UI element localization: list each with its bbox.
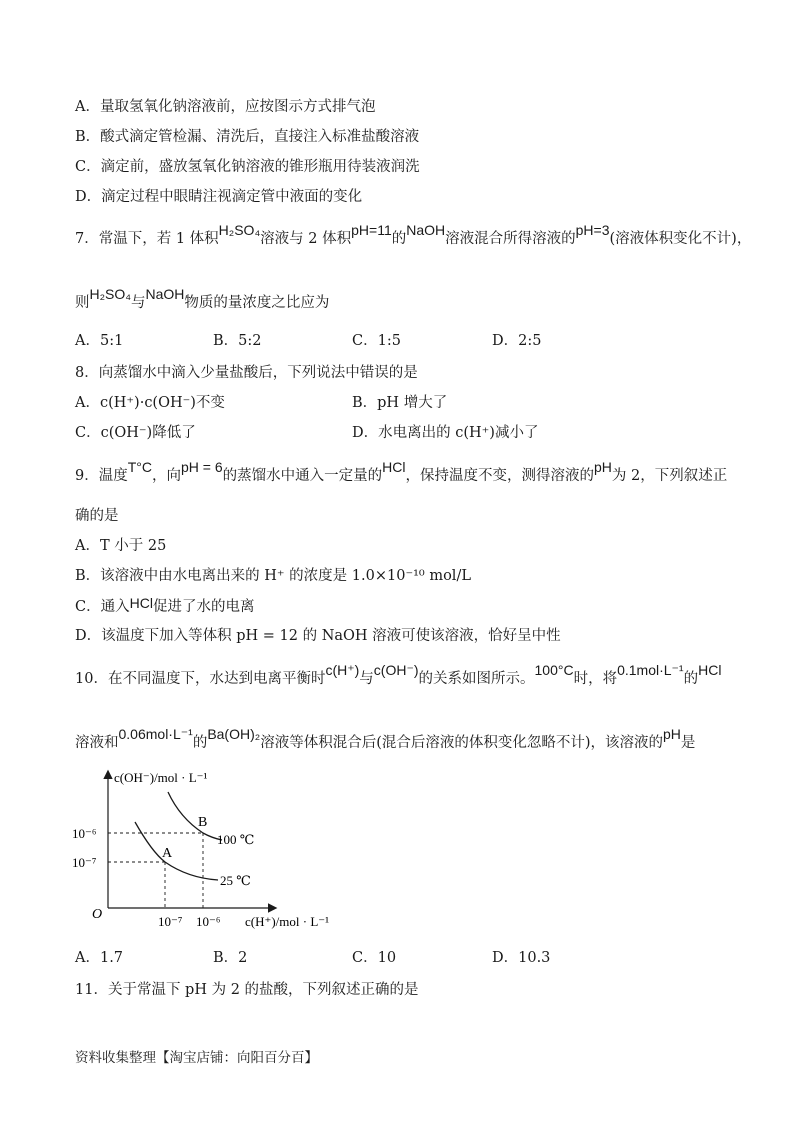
point-b-label: B — [198, 815, 208, 830]
math-100c: 100°C — [534, 662, 574, 678]
q9-option-b: B．该溶液中由水电离出来的 H⁺ 的浓度是 1.0×10⁻¹⁰ mol/L — [75, 568, 471, 584]
x-tick-1e-6: 10⁻⁶ — [196, 914, 221, 929]
q6-option-c: C．滴定前，盛放氢氧化钠溶液的锥形瓶用待装液润洗 — [75, 159, 420, 175]
q9-option-a: A．T 小于 25 — [75, 538, 167, 554]
q10-stem-line1: 10．在不同温度下，水达到电离平衡时c(H⁺)与c(OH⁻)的关系如图所示。100°C时，将0.1mol·L⁻¹的HCl — [75, 662, 722, 687]
math-t-celsius: T°C — [127, 459, 152, 475]
math-ph6: pH = 6 — [181, 459, 223, 475]
q8-stem: 8．向蒸馏水中滴入少量盐酸后，下列说法中错误的是 — [75, 365, 418, 381]
q9-option-c: C．通入HCl促进了水的电离 — [75, 595, 255, 615]
math-ph3: pH=3 — [575, 222, 610, 238]
math-ph: pH — [593, 459, 612, 475]
origin-label: O — [92, 907, 103, 922]
ionization-curve-figure — [70, 760, 360, 935]
q6-option-b: B．酸式滴定管检漏、清洗后，直接注入标准盐酸溶液 — [75, 129, 420, 145]
q8-option-d: D．水电离出的 c(H⁺)减小了 — [352, 425, 539, 441]
math-baoh2: Ba(OH)₂ — [207, 726, 261, 742]
q10-option-c: C．10 — [352, 950, 397, 966]
q10-option-b: B．2 — [213, 950, 248, 966]
q9-option-d: D．该温度下加入等体积 pH = 12 的 NaOH 溶液可使该溶液，恰好呈中性 — [75, 628, 561, 644]
math-c-h: c(H⁺) — [325, 662, 360, 678]
curve-25c — [135, 822, 218, 880]
y-axis-label: c(OH⁻)/mol · L⁻¹ — [114, 770, 208, 785]
q7-option-d: D．2:5 — [492, 333, 542, 349]
math-ph11: pH=11 — [351, 222, 392, 238]
q8-option-b: B．pH 增大了 — [352, 395, 448, 411]
math-hcl-3: HCl — [698, 662, 722, 678]
q7-stem-line2: 则H₂SO₄与NaOH物质的量浓度之比应为 — [75, 286, 330, 311]
q9-stem-line1: 9．温度T°C，向pH = 6的蒸馏水中通入一定量的HCl，保持温度不变，测得溶液的pH为 2，下列叙述正 — [75, 459, 728, 484]
q9-stem-line2: 确的是 — [75, 508, 119, 524]
math-naoh-2: NaOH — [145, 286, 185, 302]
q7-option-c: C．1:5 — [352, 333, 401, 349]
q7-stem-line1: 7．常温下，若 1 体积H₂SO₄溶液与 2 体积pH=11的NaOH溶液混合所得溶液的pH=3(溶液体积变化不计)， — [75, 222, 752, 247]
y-tick-1e-6: 10⁻⁶ — [72, 826, 97, 841]
math-c-oh: c(OH⁻) — [373, 662, 419, 678]
q7-option-a: A．5:1 — [75, 333, 124, 349]
q8-option-c: C．c(OH⁻)降低了 — [75, 425, 196, 441]
math-hcl: HCl — [382, 459, 406, 475]
math-h2so4-2: H₂SO₄ — [89, 286, 131, 302]
page-footer: 资料收集整理【淘宝店铺：向阳百分百】 — [75, 1050, 318, 1066]
q6-option-d: D．滴定过程中眼睛注视滴定管中液面的变化 — [75, 189, 363, 205]
curve-25c-label: 25 ℃ — [220, 873, 251, 888]
curve-100c-label: 100 ℃ — [217, 832, 255, 847]
math-h2so4: H₂SO₄ — [218, 222, 261, 238]
math-naoh: NaOH — [406, 222, 446, 238]
math-conc-01: 0.1mol·L⁻¹ — [617, 662, 684, 678]
math-conc-006: 0.06mol·L⁻¹ — [118, 726, 193, 742]
x-axis-label: c(H⁺)/mol · L⁻¹ — [245, 914, 330, 929]
x-tick-1e-7: 10⁻⁷ — [158, 914, 183, 929]
q11-stem: 11．关于常温下 pH 为 2 的盐酸，下列叙述正确的是 — [75, 982, 419, 998]
y-tick-1e-7: 10⁻⁷ — [72, 855, 97, 870]
math-hcl-2: HCl — [129, 595, 153, 611]
q10-option-d: D．10.3 — [492, 950, 551, 966]
q8-option-a: A．c(H⁺)·c(OH⁻)不变 — [75, 395, 225, 411]
q10-option-a: A．1.7 — [75, 950, 124, 966]
q6-option-a: A．量取氢氧化钠溶液前，应按图示方式排气泡 — [75, 99, 376, 115]
q7-option-b: B．5:2 — [213, 333, 262, 349]
math-ph-2: pH — [663, 726, 681, 742]
point-a-label: A — [162, 846, 173, 861]
q10-stem-line2: 溶液和0.06mol·L⁻¹的Ba(OH)₂溶液等体积混合后(混合后溶液的体积变化忽略不计)，该溶液的pH是 — [75, 726, 696, 751]
